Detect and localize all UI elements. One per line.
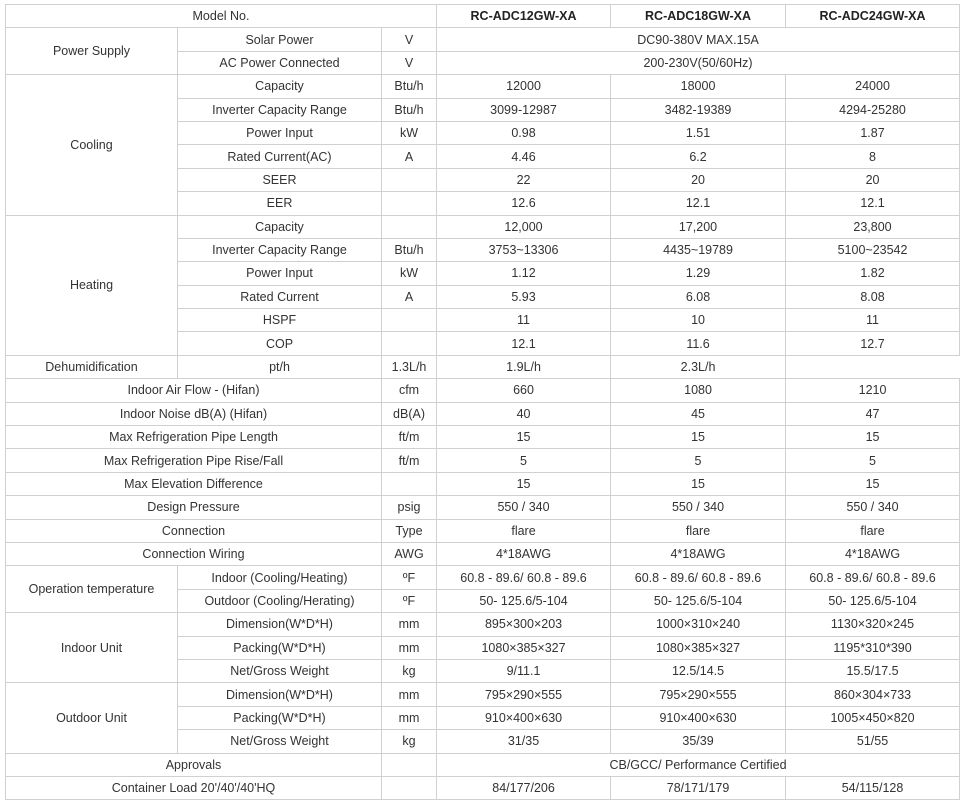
value-cell: 15 [786,472,960,495]
row-label: Max Elevation Difference [6,472,382,495]
value-cell: 8.08 [786,285,960,308]
value-cell: 20 [786,168,960,191]
value-cell: 1.9L/h [437,355,611,378]
value-cell: 4435~19789 [611,238,786,261]
value-cell: 6.2 [611,145,786,168]
value-cell: 1.51 [611,121,786,144]
value-cell: 22 [437,168,611,191]
value-cell: 11.6 [611,332,786,355]
value-cell: 31/35 [437,730,611,753]
item-label: Dimension(W*D*H) [178,683,382,706]
item-label: Rated Current [178,285,382,308]
value-cell: 23,800 [786,215,960,238]
value-cell: 9/11.1 [437,659,611,682]
value-cell: 3482-19389 [611,98,786,121]
value-cell: 15 [786,426,960,449]
value-cell: flare [437,519,611,542]
value-cell: 24000 [786,75,960,98]
unit-cell: A [382,145,437,168]
table-row [6,379,960,402]
value-cell: 1080×385×327 [437,636,611,659]
group-label: Indoor Unit [6,613,178,683]
value-cell: 550 / 340 [437,496,611,519]
table-row [6,542,960,565]
unit-cell: ft/m [382,426,437,449]
value-cell: 1080×385×327 [611,636,786,659]
item-label: AC Power Connected [178,51,382,74]
value-cell: 1.3L/h [382,355,437,378]
value-cell: 15 [437,426,611,449]
unit-cell: Btu/h [382,238,437,261]
row-label: Connection [6,519,382,542]
item-label: Power Input [178,121,382,144]
value-cell: 15.5/17.5 [786,659,960,682]
item-label: HSPF [178,309,382,332]
value-cell: 15 [611,472,786,495]
value-cell: 12.6 [437,192,611,215]
row-label: Design Pressure [6,496,382,519]
item-label: Solar Power [178,28,382,51]
value-cell: 6.08 [611,285,786,308]
table-row [6,496,960,519]
value-cell: 12000 [437,75,611,98]
unit-cell: dB(A) [382,402,437,425]
unit-cell: V [382,28,437,51]
group-label: Power Supply [6,28,178,75]
value-cell: 2.3L/h [611,355,786,378]
unit-cell: mm [382,706,437,729]
value-cell: 40 [437,402,611,425]
unit-cell [382,753,437,776]
value-cell: 78/171/179 [611,776,786,799]
model-name: RC-ADC24GW-XA [786,5,960,28]
value-cell: 17,200 [611,215,786,238]
unit-cell: A [382,285,437,308]
value-cell: flare [611,519,786,542]
group-label: Outdoor Unit [6,683,178,753]
value-cell: 1.12 [437,262,611,285]
value-cell: 11 [437,309,611,332]
value-cell: 5 [786,449,960,472]
value-cell: 1.87 [786,121,960,144]
value-cell: 12,000 [437,215,611,238]
group-label: Operation temperature [6,566,178,613]
model-no-label: Model No. [6,5,437,28]
value-cell: 4*18AWG [437,542,611,565]
unit-cell: Btu/h [382,98,437,121]
unit-cell: kg [382,730,437,753]
value-cell: 1130×320×245 [786,613,960,636]
unit-cell: kW [382,121,437,144]
value-cell: 795×290×555 [437,683,611,706]
value-cell: 1.29 [611,262,786,285]
unit-cell [382,192,437,215]
table-row [6,753,960,776]
item-label: Indoor (Cooling/Heating) [178,566,382,589]
value-cell: 12.7 [786,332,960,355]
value-cell: 1195*310*390 [786,636,960,659]
value-cell: 54/115/128 [786,776,960,799]
item-label: Power Input [178,262,382,285]
value-cell: 5 [611,449,786,472]
value-cell: flare [786,519,960,542]
item-label: Inverter Capacity Range [178,98,382,121]
value-cell: 910×400×630 [611,706,786,729]
item-label: EER [178,192,382,215]
table-row [6,355,960,378]
unit-cell [382,472,437,495]
group-label: Cooling [6,75,178,215]
row-label: Max Refrigeration Pipe Length [6,426,382,449]
value-cell: 50- 125.6/5-104 [611,589,786,612]
value-cell: 895×300×203 [437,613,611,636]
row-label: Connection Wiring [6,542,382,565]
unit-cell [382,332,437,355]
header-row [6,5,960,28]
table-row [6,28,960,51]
value-cell: 1005×450×820 [786,706,960,729]
table-row [6,215,960,238]
value-cell: 5100~23542 [786,238,960,261]
unit-cell: V [382,51,437,74]
value-cell: 1210 [786,379,960,402]
value-cell: 5.93 [437,285,611,308]
item-label: Packing(W*D*H) [178,706,382,729]
row-label: Indoor Noise dB(A) (Hifan) [6,402,382,425]
value-cell: 35/39 [611,730,786,753]
unit-cell [382,309,437,332]
unit-cell: psig [382,496,437,519]
unit-cell [382,776,437,799]
item-label: Packing(W*D*H) [178,636,382,659]
value-cell: 4*18AWG [786,542,960,565]
table-row [6,683,960,706]
value-cell: 3753~13306 [437,238,611,261]
value-cell: 47 [786,402,960,425]
merged-value-cell: CB/GCC/ Performance Certified [437,753,960,776]
value-cell: 5 [437,449,611,472]
row-label: Approvals [6,753,382,776]
value-cell: 10 [611,309,786,332]
spec-table [5,4,960,800]
value-cell: 8 [786,145,960,168]
item-label: SEER [178,168,382,191]
item-label: Inverter Capacity Range [178,238,382,261]
value-cell: 3099-12987 [437,98,611,121]
merged-value-cell: DC90-380V MAX.15A [437,28,960,51]
item-label: Net/Gross Weight [178,659,382,682]
table-row [6,449,960,472]
table-row [6,472,960,495]
item-label: Net/Gross Weight [178,730,382,753]
value-cell: 1.82 [786,262,960,285]
table-row [6,566,960,589]
value-cell: 4*18AWG [611,542,786,565]
table-row [6,75,960,98]
merged-value-cell: 200-230V(50/60Hz) [437,51,960,74]
row-label: Indoor Air Flow - (Hifan) [6,379,382,402]
value-cell: 550 / 340 [786,496,960,519]
value-cell: 45 [611,402,786,425]
unit-cell: pt/h [178,355,382,378]
value-cell: 4294-25280 [786,98,960,121]
value-cell: 550 / 340 [611,496,786,519]
unit-cell: Btu/h [382,75,437,98]
unit-cell: cfm [382,379,437,402]
unit-cell: ºF [382,589,437,612]
unit-cell: kW [382,262,437,285]
unit-cell: mm [382,613,437,636]
value-cell: 60.8 - 89.6/ 60.8 - 89.6 [437,566,611,589]
value-cell: 0.98 [437,121,611,144]
table-row [6,776,960,799]
unit-cell: ft/m [382,449,437,472]
value-cell: 1080 [611,379,786,402]
table-row [6,519,960,542]
unit-cell: ºF [382,566,437,589]
unit-cell: mm [382,636,437,659]
row-label: Max Refrigeration Pipe Rise/Fall [6,449,382,472]
unit-cell: Type [382,519,437,542]
item-label: Dimension(W*D*H) [178,613,382,636]
row-label: Container Load 20'/40'/40'HQ [6,776,382,799]
unit-cell: mm [382,683,437,706]
value-cell: 12.1 [611,192,786,215]
unit-cell: kg [382,659,437,682]
model-name: RC-ADC18GW-XA [611,5,786,28]
value-cell: 12.1 [437,332,611,355]
item-label: Dehumidification [6,355,178,378]
item-label: Rated Current(AC) [178,145,382,168]
value-cell: 1000×310×240 [611,613,786,636]
unit-cell [382,168,437,191]
value-cell: 12.1 [786,192,960,215]
value-cell: 18000 [611,75,786,98]
value-cell: 910×400×630 [437,706,611,729]
item-label: Outdoor (Cooling/Herating) [178,589,382,612]
item-label: COP [178,332,382,355]
table-row [6,426,960,449]
value-cell: 12.5/14.5 [611,659,786,682]
value-cell: 50- 125.6/5-104 [786,589,960,612]
table-row [6,402,960,425]
value-cell: 51/55 [786,730,960,753]
value-cell: 20 [611,168,786,191]
value-cell: 660 [437,379,611,402]
item-label: Capacity [178,215,382,238]
group-label: Heating [6,215,178,355]
unit-cell: AWG [382,542,437,565]
unit-cell [382,215,437,238]
value-cell: 860×304×733 [786,683,960,706]
value-cell: 60.8 - 89.6/ 60.8 - 89.6 [786,566,960,589]
value-cell: 15 [611,426,786,449]
table-row [6,613,960,636]
value-cell: 15 [437,472,611,495]
value-cell: 50- 125.6/5-104 [437,589,611,612]
item-label: Capacity [178,75,382,98]
value-cell: 60.8 - 89.6/ 60.8 - 89.6 [611,566,786,589]
value-cell: 4.46 [437,145,611,168]
value-cell: 84/177/206 [437,776,611,799]
value-cell: 795×290×555 [611,683,786,706]
value-cell: 11 [786,309,960,332]
model-name: RC-ADC12GW-XA [437,5,611,28]
